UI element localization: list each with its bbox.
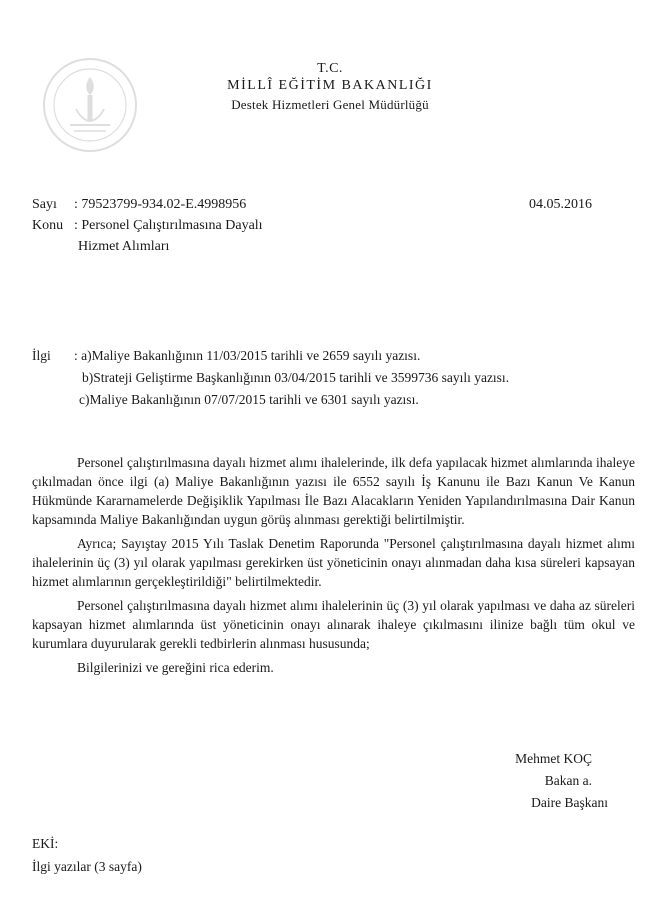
letter-body <box>32 453 635 682</box>
attachments-label: EKİ: <box>32 836 59 851</box>
letterhead-ministry: MİLLÎ EĞİTİM BAKANLIĞI <box>227 78 433 93</box>
sayi-label: Sayı <box>32 197 57 212</box>
signer-title-line2: Daire Başkanı <box>531 795 608 810</box>
konu-label: Konu <box>32 218 64 233</box>
reference-a: : a)Maliye Bakanlığının 11/03/2015 tarihli ve 2659 sayılı yazısı. <box>74 348 421 363</box>
attachments-block <box>32 832 142 878</box>
konu-value-line1: : Personel Çalıştırılmasına Dayalı <box>74 218 263 233</box>
signer-name: Mehmet KOÇ <box>515 751 592 766</box>
konu-row <box>32 215 592 236</box>
reference-item <box>32 345 632 367</box>
body-paragraph: Personel çalıştırılmasına dayalı hizmet alımı ihalelerinde, ilk defa yapılacak hizmet alımlarında ihaleye çıkılmadan önce ilgi (a) Maliye Bakanlığının yazısı ile 6552 sayılı İş Kanunu ile Bazı Kanun Ve Kanun Hükmünde Kararnamelerde Değişiklik Yapılması İle Bazı Alacakların Yeniden Yapılandırılmasına Dair Kanun kapsamında Maliye Bakanlığından uygun görüş alınması gerektiği belirtilmiştir. <box>32 455 635 527</box>
body-paragraph: Bilgilerinizi ve gereğini rica ederim. <box>77 660 274 675</box>
konu-value-line2: Hizmet Alımları <box>78 239 170 254</box>
letter-meta <box>32 194 592 257</box>
signer-title-line1: Bakan a. <box>544 773 592 788</box>
attachment-item: İlgi yazılar (3 sayfa) <box>32 859 142 874</box>
references-block <box>32 345 632 411</box>
ministry-seal-icon <box>40 55 140 155</box>
letterhead-department: Destek Hizmetleri Genel Müdürlüğü <box>231 97 429 112</box>
signature-block <box>458 748 608 814</box>
reference-b: b)Strateji Geliştirme Başkanlığının 03/04/2015 tarihli ve 3599736 sayılı yazısı. <box>82 370 510 385</box>
body-paragraph: Personel çalıştırılmasına dayalı hizmet alımı ihalelerinin üç (3) yıl olarak yapılması ve daha az süreleri kapsayan hizmet alımlarında üst yöneticinin onayı alınarak ihaleye çıkılmasını ilinize bağlı tüm okul ve kurumlara duyurularak gerekli tedbirlerin alınması hususunda; <box>32 598 635 651</box>
letter-date: 04.05.2016 <box>529 197 592 212</box>
sayi-row <box>32 194 592 215</box>
references-label: İlgi <box>32 348 51 363</box>
reference-c: c)Maliye Bakanlığının 07/07/2015 tarihli ve 6301 sayılı yazısı. <box>79 392 419 407</box>
sayi-value: : 79523799-934.02-E.4998956 <box>74 197 247 212</box>
letterhead-country: T.C. <box>317 61 343 76</box>
body-paragraph: Ayrıca; Sayıştay 2015 Yılı Taslak Denetim Raporunda "Personel çalıştırılmasına dayalı hizmet alımı ihalelerinin üç (3) yıl olarak yapılması gerekirken üst yöneticinin onayı alınmadan daha kısa süreleri kapsayan hizmet alımlarının gerçekleştirildiği" belirtilmektedir. <box>32 536 635 589</box>
letterhead <box>170 60 490 115</box>
